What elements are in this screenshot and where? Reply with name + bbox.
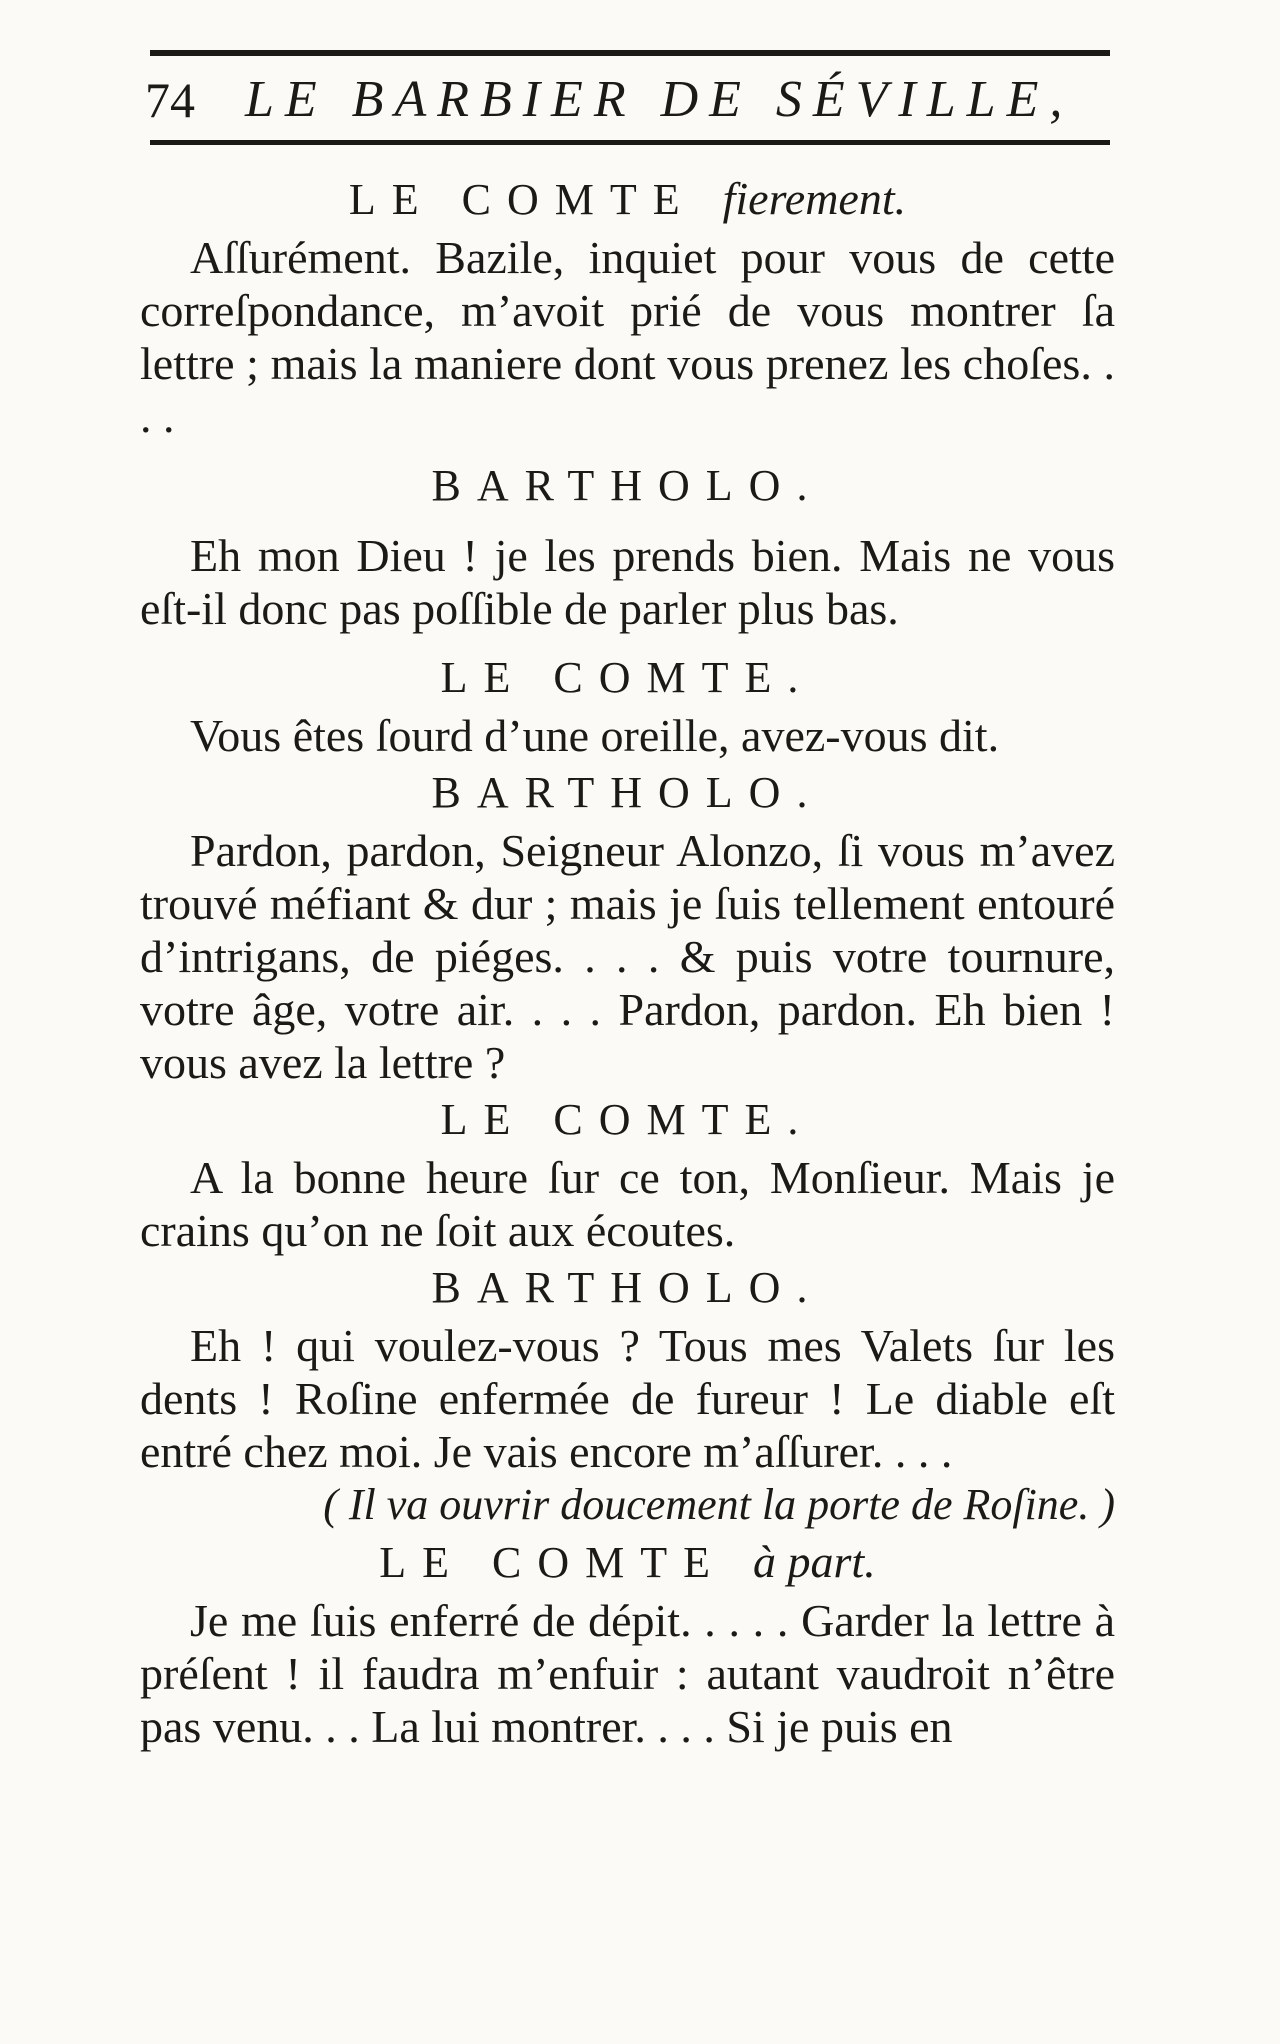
speech-paragraph: Vous êtes ſourd d’une oreille, avez-vous dit. [190, 710, 1000, 761]
speaker-heading: BARTHOLO. [431, 461, 824, 510]
stage-direction: ( Il va ouvrir doucement la porte de Roſine. ) [323, 1480, 1115, 1529]
speaker-heading: LE COMTE. [440, 1095, 815, 1144]
stage-direction-inline: à part. [753, 1536, 876, 1587]
speaker-name: LE COMTE [379, 1538, 727, 1587]
running-title: LE BARBIER DE SÉVILLE, [245, 71, 1074, 128]
speaker-name: LE COMTE [348, 175, 696, 224]
speaker-heading: LE COMTE. [440, 653, 815, 702]
page-header [145, 70, 1125, 130]
speech-paragraph: A la bonne heure ſur ce ton, Monſieur. Mais je crains qu’on ne ſoit aux écoutes. [140, 1152, 1115, 1256]
stage-direction-inline: fierement. [722, 173, 907, 224]
speech-paragraph: Eh mon Dieu ! je les prends bien. Mais ne vous eſt-il donc pas poſſible de parler plus bas. [140, 530, 1115, 634]
speaker-heading: BARTHOLO. [431, 768, 824, 817]
header-rule-top [150, 50, 1110, 56]
play-text [140, 168, 1115, 1753]
speech-paragraph: Je me ſuis enferré de dépit. . . . . Garder la lettre à préſent ! il faudra m’enfuir : autant vaudroit n’être pas venu. . . La lui montrer. . . . Si je puis en [140, 1595, 1115, 1752]
speech-paragraph: Eh ! qui voulez-vous ? Tous mes Valets ſur les dents ! Roſine enfermée de fureur ! Le diable eſt entré chez moi. Je vais encore m’aſſurer. . . . [140, 1320, 1115, 1477]
speaker-heading [140, 168, 1115, 231]
page-number: 74 [145, 72, 195, 128]
speaker-heading: BARTHOLO. [431, 1263, 824, 1312]
header-rule-bottom [150, 140, 1110, 145]
speaker-heading [140, 1531, 1115, 1594]
speech-paragraph: Pardon, pardon, Seigneur Alonzo, ſi vous m’avez trouvé méfiant & dur ; mais je ſuis tellement entouré d’intrigans, de piéges. . . . & puis votre tournure, votre âge, votre air. . . . Pardon, pardon. Eh bien ! vous avez la lettre ? [140, 825, 1115, 1088]
speech-paragraph: Aſſurément. Bazile, inquiet pour vous de cette correſpondance, m’avoit prié de vous montrer ſa lettre ; mais la maniere dont vous prenez les choſes. . . . [140, 232, 1115, 442]
